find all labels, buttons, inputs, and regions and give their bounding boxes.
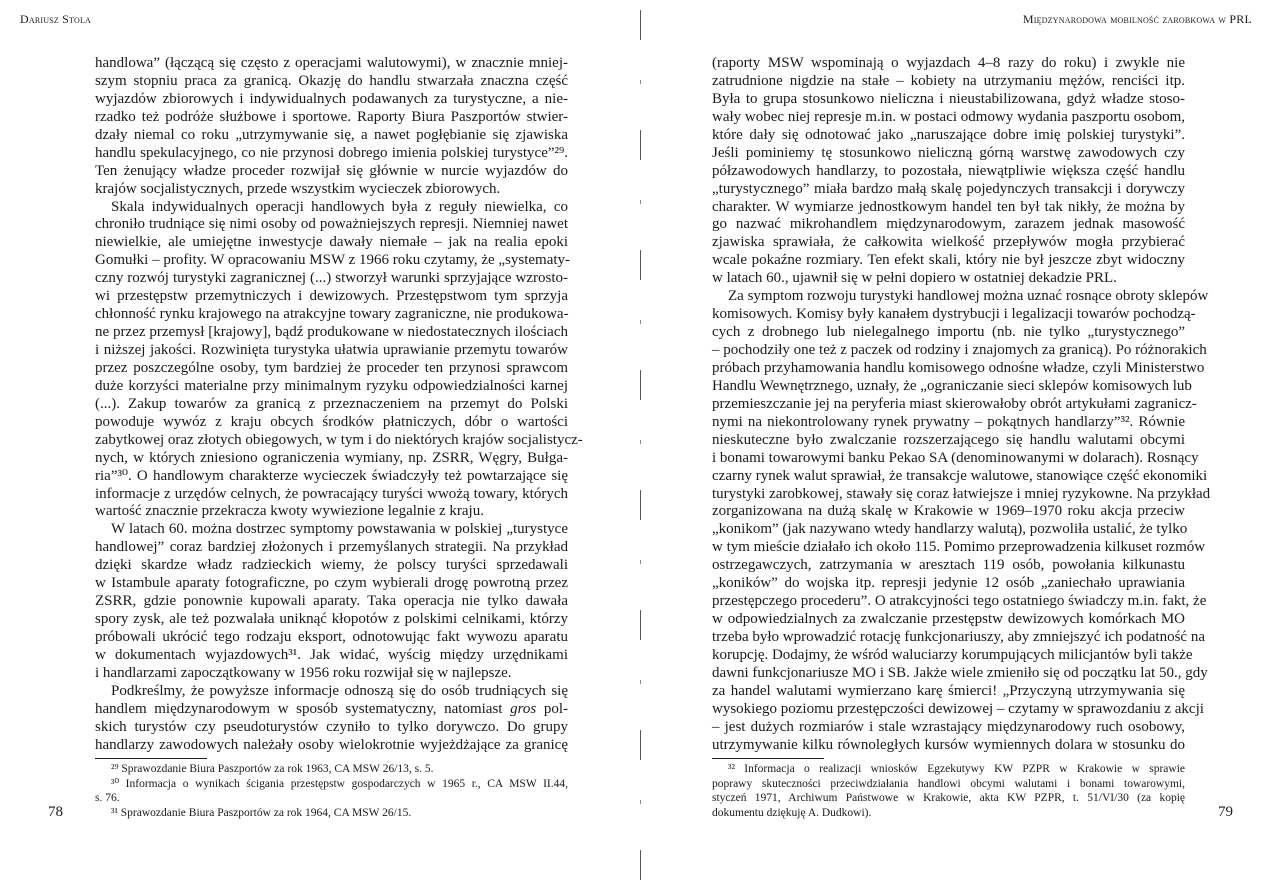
footnote-line: poprawy skuteczności przeciwdziałania handlowi obcymi walutami i bonami towarowymi, — [712, 777, 1185, 790]
text-line: wały wobec niej represje m.in. w postaci odmowy wydania paszportu osobom, — [712, 108, 1185, 125]
text-line: próbach przyhamowania handlu komisowego odnośne władze, czyli Ministerstwo — [712, 359, 1205, 376]
paragraph — [95, 55, 568, 199]
text-line: handlowej” coraz bardziej złożonych i przemyślanych strategii. Na przykład — [95, 539, 568, 556]
text-line: i niższej jakości. Rozwinięta turystyka ułatwia uprawianie przemytu towarów — [95, 342, 568, 358]
text-line: szym stopniu praca za granicą. Okazję do handlu stwarzała znaczna część — [95, 72, 568, 89]
footnote-line: dokumentu dziękuję A. Dudkowi). — [712, 806, 872, 819]
text-line: powoduje wywóz z kraju obcych środków płatniczych, dóbr o wartości — [95, 413, 568, 430]
footnote-line: ³¹ Sprawozdanie Biura Paszportów za rok 1964, CA MSW 26/15. — [111, 806, 412, 819]
text-line: przestępczego procederu”. O atrakcyjności tego ostatniego świadczy m.in. fakt, że — [712, 593, 1207, 610]
text-line: utrzymywanie kilku równoległych kursów wymiennych dolara w stosunku do — [712, 736, 1185, 753]
page-number-left: 78 — [48, 804, 63, 820]
text-line: Była to grupa stosunkowo nieliczna i nieustabilizowana, gdyż władze stoso- — [712, 90, 1185, 107]
text-line: w latach 60., ujawnił się w pełni dopiero w ostatniej dekadzie PRL. — [712, 270, 1117, 287]
paragraph — [712, 288, 1211, 754]
text-line: – jest dużych rozmiarów i stale wzrastający międzynarodowy ruch osobowy, — [712, 718, 1185, 735]
text-line: „konikom” (jak nazywano wtedy handlarzy walutą), pozwoliła ustalić, że tylko — [712, 521, 1188, 538]
text-line: Za symptom rozwoju turystyki handlowej można uznać rosnące obroty sklepów — [728, 288, 1209, 305]
footnote-line: ³⁰ Informacja o wynikach ścigania przestępstw gospodarczych w 1965 r., CA MSW II.44, — [111, 777, 568, 790]
text-line: zorganizowana na dużą skalę w Krakowie w 1969–1970 roku akcja przeciw — [712, 503, 1185, 520]
text-line: w dokumentach wyjazdowych³¹. Jak widać, wyścig między urzędnikami — [95, 646, 568, 663]
footnotes-right — [712, 762, 1185, 820]
paragraph — [95, 198, 583, 522]
text-line: handlowa” (łączącą się często z operacjami walutowymi), w znacznie mniej- — [95, 55, 568, 71]
text-line: nymi na niekontrolowany rynek prywatny – pokątnych handlarzy”³². Równie — [712, 413, 1185, 430]
text-line: zatrudnione nigdzie na stałe – kobiety na utrzymaniu mężów, renciści itp. — [712, 72, 1185, 89]
text-line: „turystycznego” miała bardzo małą skalę pojedynczych transakcji i dorywczy — [712, 180, 1185, 197]
text-line: (raporty MSW wspominają o wyjazdach 4–8 razy do roku) i zwykle nie — [712, 55, 1185, 71]
text-line: – pochodziły one też z paczek od rodziny i znajomych za granicą). Po różnorakich — [712, 342, 1207, 358]
text-line: czny rozwój turystyki zagranicznej (...) stworzył warunki sprzyjające wzrosto- — [95, 270, 568, 287]
text-line: Podkreślmy, że powyższe informacje odnoszą się do osób trudniących się — [111, 682, 568, 699]
right-page-body — [712, 55, 1211, 755]
text-line: skich turystów czy pseudoturystów czyniło to tylko dorywczo. Do grupy — [95, 718, 568, 735]
text-line: go nazwać mikrohandlem międzynarodowym, zarazem jednak masowość — [712, 216, 1185, 233]
text-line: ne przez przemysł [krajowy], bądź produkowane w niedostatecznych ilościach — [95, 324, 568, 341]
text-line: korupcję. Dodajmy, że wśród waluciarzy korumpujących milicjantów byli także — [712, 646, 1193, 663]
footnote-rule-right — [712, 758, 824, 759]
text-line: charakter. W wymiarze jednostkowym handel ten był tak nikły, że można by — [712, 198, 1185, 215]
text-line: dzały niemal co roku „utrzymywanie się, a nawet pogłębianie się zjawiska — [95, 126, 568, 143]
text-line: duże korzyści materialne przy minimalnym ryzyku odpowiedzialności karnej — [95, 377, 568, 394]
text-line: w tym mieście działało ich około 115. Pomimo przeprowadzenia kilkuset rozmów — [712, 539, 1206, 556]
footnote — [95, 777, 568, 806]
running-head-left: Dariusz Stola — [20, 12, 92, 26]
footnote-line: ²⁹ Sprawozdanie Biura Paszportów za rok 1963, CA MSW 26/13, s. 5. — [111, 763, 434, 775]
paragraph — [95, 683, 568, 755]
text-line: wartość znacznie przekracza kwoty wywiezione legalnie z kraju. — [95, 503, 484, 520]
text-line: rzadko też podróże służbowe i sportowe. Raporty Biura Paszportów stwier- — [95, 108, 568, 125]
text-line: spory zysk, ale też pozwalała uniknąć kłopotów z polskimi celnikami, którzy — [95, 611, 568, 628]
text-line: wysokiego poziomu przestępczości dewizowej – czytamy w sprawozdaniu z akcji — [712, 700, 1204, 717]
text-line: próbowali ukrócić tego rodzaju eksport, odnotowując fakt wywozu aparatu — [95, 629, 568, 645]
text-line: Ten żenujący władze proceder rozwijał się głównie w nurcie wyjazdów do — [95, 162, 568, 179]
footnote-rule-left — [95, 758, 207, 759]
text-line: „koników” do wojska itp. represji jedynie 12 osób „zaniechało uprawiania — [712, 575, 1185, 592]
footnote — [95, 806, 568, 821]
text-line: nieskuteczne było zwalczanie rozszerzającego się handlu walutami obcymi — [712, 431, 1185, 448]
text-line: w Istambule aparaty fotograficzne, po czym wybierali drogę powrotną przez — [95, 575, 568, 592]
text-segment: pol- — [536, 700, 568, 717]
text-line: w odpowiedzialnych za zwalczanie przestępstw dewizowych komórkach MO — [712, 611, 1185, 628]
text-line: Jeśli pominiemy tę stosunkowo nieliczną górną warstwę zawodowych czy — [712, 144, 1185, 161]
text-line — [95, 701, 568, 719]
text-line: zabytkowej oraz złotych obiegowych, w tym i do niektórych krajów socjalistycz- — [95, 431, 583, 448]
footnote-line: s. 76. — [95, 792, 120, 804]
footnotes-left — [95, 762, 568, 820]
text-line: W latach 60. można dostrzec symptomy powstawania w polskiej „turystyce — [111, 521, 568, 538]
text-segment: handlem międzynarodowym w sposób systematyczny, natomiast — [95, 700, 511, 717]
text-line: turystyki zarobkowej, stawały się coraz łatwiejsze i mniej ryzykowne. Na przykład — [712, 485, 1211, 502]
text-line: ria”³⁰. O handlowym charakterze wycieczek świadczyły też powtarzające się — [95, 467, 568, 484]
paragraph — [95, 521, 568, 682]
text-line: chłonność rynku krajowego na atrakcyjne towary zagraniczne, nie produkowa- — [95, 306, 569, 323]
text-line: które dały się odnotować jako „naruszające dobre imię polskiej turystyki”. — [712, 126, 1185, 143]
text-line: za handel walutami wymierzano karę śmierci! „Przyczyną utrzymywania się — [712, 682, 1185, 699]
text-line: wi przestępstw przemytniczych i dewizowych. Przestępstwom tym sprzyja — [95, 288, 568, 305]
text-line: Skala indywidualnych operacji handlowych była z reguły niewielka, co — [111, 198, 568, 215]
running-head-right: Międzynarodowa mobilność zarobkowa w PRL — [1022, 12, 1252, 26]
text-line: handlu spekulacyjnego, co nie przynosi dobrego imienia polskiej turystyce”²⁹. — [95, 144, 568, 161]
text-line: cych z drobnego lub nielegalnego importu (nb. nie tylko „turystycznego” — [712, 324, 1185, 341]
text-line: zjawiska sprawiała, że całkowita wielkość przepływów mogła przybierać — [712, 234, 1185, 251]
text-line: czarny rynek walut sprawiał, że transakcje walutowe, stanowiące część ekonomiki — [712, 467, 1208, 484]
text-line: komisowych. Komisy były kanałem dystrybucji i legalizacji towarów pochodzą- — [712, 306, 1196, 323]
text-line: nych, w których zniesiono ograniczenia wymiany, np. ZSRR, Węgry, Bułga- — [95, 449, 568, 466]
text-line: handlarzy zawodowych należały osoby wielokrotnie wyjeżdżające za granicę — [95, 736, 568, 753]
text-line: ZSRR, gdzie ponownie kupowali aparaty. Taka operacja nie tylko dawała — [95, 593, 568, 610]
book-gutter-divider — [640, 10, 641, 880]
text-line: półzawodowych handlarzy, to pozostała, niewątpliwie większa część handlu — [712, 162, 1185, 179]
text-line: niewielkie, ale umiejętne inwestycje dawały niemałe – jak na realia epoki — [95, 234, 568, 251]
text-line: Handlu Wewnętrznego, uznały, że „ograniczanie sieci sklepów komisowych lub — [712, 377, 1192, 394]
text-line: i bonami towarowymi banku Pekao SA (denominowanymi w dolarach). Rosnący — [712, 449, 1199, 466]
text-line: wcale pokaźne rozmiary. Ten efekt skali, który nie był jeszcze zbyt widoczny — [712, 252, 1185, 269]
footnote — [712, 762, 1185, 820]
text-line: trzeba było wprowadzić rotację funkcjonariuszy, aby zmniejszyć ich podatność na — [712, 629, 1206, 645]
footnote-line: ³² Informacja o realizacji wniosków Egzekutywy KW PZPR w Krakowie w sprawie — [728, 763, 1185, 775]
text-line: (...). Zakup towarów za granicą z przeznaczeniem na przemyt do Polski — [95, 395, 568, 412]
text-line: informacje z urzędów celnych, że powracający turyści wwożą towary, których — [95, 485, 568, 502]
text-line: ostrzegawczych, zatrzymania w aresztach 119 osób, powołania kilkunastu — [712, 557, 1185, 574]
text-line: Gomułki – profity. W opracowaniu MSW z 1966 roku czytamy, że „systematy- — [95, 252, 571, 269]
text-line: chroniło trudniące się nimi osoby od poważniejszych represji. Niemniej nawet — [95, 216, 568, 233]
left-page-body — [95, 55, 583, 755]
text-line: dawni funkcjonariusze MO i SB. Jakże wiele zmieniło się od początku lat 50., gdy — [712, 664, 1208, 681]
text-line: i handlarzami zapoczątkowany w 1956 roku rozwijał się w najlepsze. — [95, 664, 512, 681]
text-line: krajów socjalistycznych, przede wszystkim wycieczek zbiorowych. — [95, 180, 501, 197]
footnote-line: styczeń 1971, Archiwum Państwowe w Krakowie, akta KW PZPR, t. 51/VI/30 (za kopię — [712, 792, 1185, 804]
paragraph — [712, 55, 1185, 288]
text-line: wyjazdów zbiorowych i indywidualnych podawanych za turystyczne, a nie- — [95, 90, 568, 107]
text-line: przez poszczególne osoby, tym bardziej że proceder ten przynosi sprawcom — [95, 359, 568, 376]
footnote — [95, 762, 568, 777]
italic-term: gros — [510, 700, 537, 717]
text-line: dzięki skardze władz radzieckich wiemy, że polscy turyści sprzedawali — [95, 557, 568, 574]
text-line: przemieszczanie jej na peryferia miast skierowałoby obrót artykułami zagranicz- — [712, 395, 1197, 412]
page-number-right: 79 — [1218, 804, 1233, 820]
